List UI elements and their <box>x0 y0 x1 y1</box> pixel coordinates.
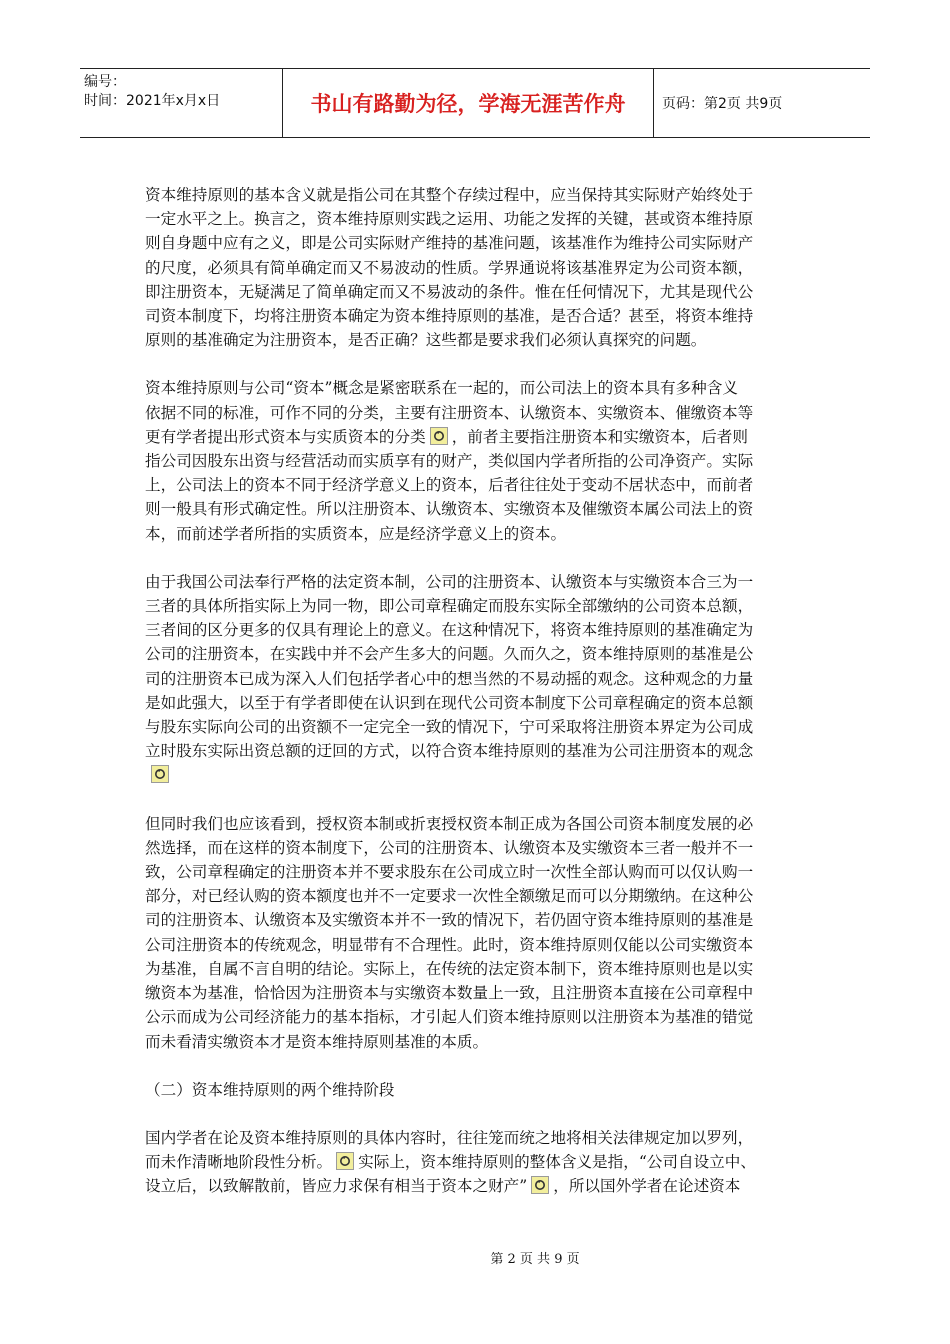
footnote-icon[interactable] <box>151 765 169 783</box>
header-motto: 书山有路勤为径，学海无涯苦作舟 <box>283 69 654 137</box>
text-line: 司的注册资本、认缴资本及实缴资本并不一致的情况下，若仍固守资本维持原则的基准是 <box>145 911 754 930</box>
text-line: 部分，对已经认购的资本额度也并不一定要求一次性全额缴足而可以分期缴纳。在这种公 <box>145 887 754 906</box>
footer-page-number: 第 2 页 共 9 页 <box>490 1252 580 1267</box>
text-segment: 更有学者提出形式资本与实质资本的分类 <box>145 427 426 446</box>
text-line <box>145 763 815 787</box>
paragraph-2 <box>145 376 815 545</box>
text-line: 原则的基准确定为注册资本，是否正确？这些都是要求我们必须认真探究的问题。 <box>145 331 707 350</box>
text-segment: 而未作清晰地阶段性分析。 <box>145 1153 333 1172</box>
header-info <box>80 69 283 137</box>
text-line: 致，公司章程确定的注册资本并不要求股东在公司成立时一次性全部认购而可以仅认购一 <box>145 863 754 882</box>
text-line: 则一般具有形式确定性。所以注册资本、认缴资本、实缴资本及催缴资本属公司法上的资 <box>145 500 754 519</box>
text-line: 则自身题中应有之义，即是公司实际财产维持的基准问题，该基准作为维持公司实际财产 <box>145 234 754 253</box>
paragraph-5 <box>145 1126 815 1199</box>
text-line: 资本维持原则与公司“资本”概念是紧密联系在一起的，而公司法上的资本具有多种含义 <box>145 379 738 398</box>
text-line: 是如此强大，以至于有学者即使在认识到在现代公司资本制度下公司章程确定的资本总额 <box>145 693 754 712</box>
footnote-icon[interactable] <box>430 427 448 445</box>
paragraph-4 <box>145 812 815 1054</box>
text-segment: 设立后，以致解散前，皆应力求保有相当于资本之财产” <box>145 1177 528 1196</box>
text-line: 但同时我们也应该看到，授权资本制或折衷授权资本制正成为各国公司资本制度发展的必 <box>145 814 754 833</box>
paragraph-3 <box>145 570 815 788</box>
text-line: 由于我国公司法奉行严格的法定资本制，公司的注册资本、认缴资本与实缴资本合三为一 <box>145 572 754 591</box>
text-line: 指公司因股东出资与经营活动而实质享有的财产，类似国内学者所指的公司净资产。实际 <box>145 452 754 471</box>
text-line: 然选择，而在这样的资本制度下，公司的注册资本、认缴资本及实缴资本三者一般并不一 <box>145 838 754 857</box>
section-heading <box>145 1078 815 1102</box>
text-line: 的尺度，必须具有简单确定而又不易波动的性质。学界通说将该基准界定为公司资本额， <box>145 258 754 277</box>
doc-number: 编号： <box>84 74 126 90</box>
text-line: 上，公司法上的资本不同于经济学意义上的资本，后者往往处于变动不居状态中，而前者 <box>145 476 754 495</box>
text-line <box>145 425 815 449</box>
text-segment: ，前者主要指注册资本和实缴资本，后者则 <box>451 427 748 446</box>
text-segment: 实际上，资本维持原则的整体含义是指，“公司自设立中、 <box>358 1153 756 1172</box>
text-line: 公司注册资本的传统观念，明显带有不合理性。此时，资本维持原则仅能以公司实缴资本 <box>145 935 754 954</box>
header-page-info: 页码：第2页 共9页 <box>662 96 783 112</box>
text-line: 三者的具体所指实际上为同一物，即公司章程确定而股东实际全部缴纳的公司资本总额， <box>145 597 754 616</box>
text-line: 即注册资本，无疑满足了简单确定而又不易波动的条件。惟在任何情况下，尤其是现代公 <box>145 282 754 301</box>
text-line: 一定水平之上。换言之，资本维持原则实践之运用、功能之发挥的关键，甚或资本维持原 <box>145 210 754 229</box>
text-line: 依据不同的标准，可作不同的分类，主要有注册资本、认缴资本、实缴资本、催缴资本等 <box>145 403 754 422</box>
text-line: 本，而前述学者所指的实质资本，应是经济学意义上的资本。 <box>145 524 567 543</box>
page-footer <box>0 1248 950 1267</box>
text-line: 国内学者在论及资本维持原则的具体内容时，往往笼而统之地将相关法律规定加以罗列， <box>145 1128 754 1147</box>
text-line: 而未看清实缴资本才是资本维持原则基准的本质。 <box>145 1032 489 1051</box>
document-body <box>145 183 815 1223</box>
text-line: 资本维持原则的基本含义就是指公司在其整个存续过程中，应当保持其实际财产始终处于 <box>145 186 754 204</box>
text-line: 司的注册资本已成为深入人们包括学者心中的想当然的不易动摇的观念。这种观念的力量 <box>145 669 754 688</box>
text-segment: ，所以国外学者在论述资本 <box>553 1177 741 1196</box>
text-line <box>145 1174 815 1198</box>
footnote-icon[interactable] <box>531 1176 549 1194</box>
paragraph-1 <box>145 183 815 352</box>
text-line: 三者间的区分更多的仅具有理论上的意义。在这种情况下，将资本维持原则的基准确定为 <box>145 621 754 640</box>
text-line: （二）资本维持原则的两个维持阶段 <box>145 1080 395 1099</box>
text-line: 公示而成为公司经济能力的基本指标，才引起人们资本维持原则以注册资本为基准的错觉 <box>145 1008 754 1027</box>
text-line: 立时股东实际出资总额的迂回的方式，以符合资本维持原则的基准为公司注册资本的观念 <box>145 742 754 761</box>
text-line: 缴资本为基准，恰恰因为注册资本与实缴资本数量上一致，且注册资本直接在公司章程中 <box>145 984 754 1003</box>
text-line: 与股东实际向公司的出资额不一定完全一致的情况下，宁可采取将注册资本界定为公司成 <box>145 718 754 737</box>
text-line <box>145 1150 815 1174</box>
doc-date: 时间：2021年x月x日 <box>84 93 221 109</box>
text-line: 公司的注册资本，在实践中并不会产生多大的问题。久而久之，资本维持原则的基准是公 <box>145 645 754 664</box>
text-line: 为基准，自属不言自明的结论。实际上，在传统的法定资本制下，资本维持原则也是以实 <box>145 959 754 978</box>
footnote-icon[interactable] <box>336 1152 354 1170</box>
page-header <box>80 68 870 138</box>
text-line: 司资本制度下，均将注册资本确定为资本维持原则的基准，是否合适？甚至，将资本维持 <box>145 307 754 326</box>
